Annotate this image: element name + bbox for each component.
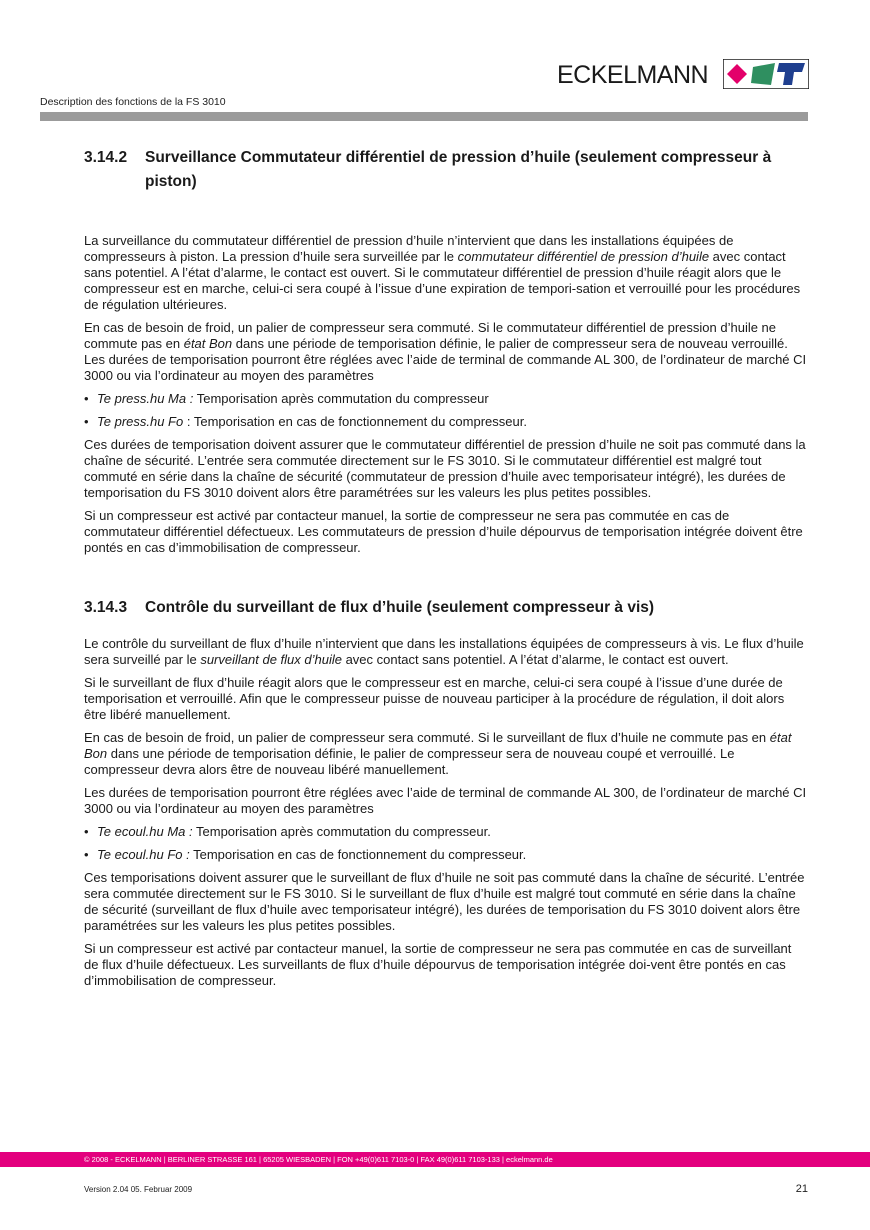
eckelmann-logo xyxy=(557,59,809,89)
paragraph xyxy=(84,320,808,384)
list-item-text: Temporisation après commutation du compresseur. xyxy=(192,824,491,839)
version-info: Version 2.04 05. Februar 2009 xyxy=(84,1185,193,1194)
section-heading-3-14-3 xyxy=(84,596,808,620)
text-run: dans une période de temporisation définie, le palier de compresseur sera de nouveau verrouillé. Les durées de temporisation pourront être réglées avec l’aide de terminal de commande AL 300, de l’ordinateur de marché CI 3000 ou via l’ordinateur au moyen des paramètres xyxy=(84,336,807,383)
parameter-name: Te ecoul.hu Fo : xyxy=(97,847,190,862)
bullet-dot: • xyxy=(84,824,89,839)
paragraph: Ces temporisations doivent assurer que le surveillant de flux d’huile ne soit pas commuté dans la chaîne de sécurité. L’entrée sera commutée directement sur le FS 3010. Si le surveillant de flux d’huile est malgré tout commuté en série dans la chaîne de sécurité (surveillant de flux d’huile avec temporisateur intégré), les durées de temporisation du FS 3010 doivent alors être paramétrées sur les valeurs les plus petites possibles. xyxy=(84,870,805,933)
section-number: 3.14.3 xyxy=(84,599,128,616)
list-item-text: : Temporisation en cas de fonctionnement du compresseur. xyxy=(183,414,527,429)
logo-green-square xyxy=(751,63,775,85)
paragraph: Si un compresseur est activé par contacteur manuel, la sortie de compresseur ne sera pas commutée en cas de surveillant de flux d’huile défectueux. Les surveillants de flux d’huile dépourvus de temporisation intégrée doi-vent être pontés en cas d’immobilisation de compresseur. xyxy=(84,941,792,988)
logo-red-diamond xyxy=(727,64,747,84)
paragraph xyxy=(84,730,808,778)
section-title: Contrôle du surveillant de flux d’huile (seulement compresseur à vis) xyxy=(145,599,655,616)
header-rule xyxy=(40,112,808,121)
footer-address: © 2008 - ECKELMANN | BERLINER STRASSE 161 | 65205 WIESBADEN | FON +49(0)611 7103-0 | FAX 49(0)611 7103-133 | eckelmann.de xyxy=(84,1155,553,1164)
page-number: 21 xyxy=(795,1183,808,1195)
paragraph: Les durées de temporisation pourront être réglées avec l’aide de terminal de commande AL 300, de l’ordinateur de marché CI 3000 ou via l’ordinateur au moyen des paramètres xyxy=(84,785,807,816)
italic-term: état Bon xyxy=(183,336,233,351)
paragraph: Si le surveillant de flux d’huile réagit alors que le compresseur est en marche, celui-ci sera coupé à l’issue d’une durée de temporisation et verrouillé. Afin que le compresseur puisse de nouveau participer à la procédure de régulation, il doit alors être libéré manuellement. xyxy=(84,675,785,722)
parameter-name: Te ecoul.hu Ma : xyxy=(97,824,193,839)
list-item xyxy=(84,391,808,407)
section-heading-3-14-2 xyxy=(84,146,808,194)
text-run: En cas de besoin de froid, un palier de compresseur sera commuté. Si le surveillant de flux d’huile ne commute pas en xyxy=(84,730,770,745)
text-run: avec contact sans potentiel. A l’état d’alarme, le contact est ouvert. Si le commutateur différentiel de pression d’huile réagit alors que le compresseur est en marche, celui-ci sera coupé à l’issue d’une expiration de tempori-sation et verrouillé pour les procédures de régulation ultérieures. xyxy=(84,249,801,312)
text-run: En cas de besoin de froid, un palier de compresseur sera commuté. Si le commutateur différentiel de pression d’huile ne commute pas en xyxy=(84,320,777,351)
list-item xyxy=(84,847,808,863)
list-item-text: Temporisation en cas de fonctionnement du compresseur. xyxy=(189,847,527,862)
list-item xyxy=(84,414,808,430)
text-run: dans une période de temporisation définie, le palier de compresseur sera de nouveau coupé et verrouillé. Le compresseur devra alors être de nouveau libéré manuellement. xyxy=(84,746,735,777)
paragraph xyxy=(84,636,808,668)
text-run: La surveillance du commutateur différentiel de pression d’huile n’intervient que dans les installations équipées de compresseurs à piston. La pression d’huile sera surveillée par le xyxy=(84,233,734,264)
logo-squares-icon xyxy=(723,59,809,89)
section-title: Surveillance Commutateur différentiel de pression d’huile (seulement compresseur à piston) xyxy=(145,149,772,190)
document-header: Description des fonctions de la FS 3010 xyxy=(40,96,226,108)
parameter-name: Te press.hu Ma : xyxy=(97,391,194,406)
italic-term: commutateur différentiel de pression d’huile xyxy=(457,249,710,264)
logo-wordmark: ECKELMANN xyxy=(557,61,709,89)
paragraph: Si un compresseur est activé par contacteur manuel, la sortie de compresseur ne sera pas commutée en cas de commutateur différentiel défectueux. Les commutateurs de pression d’huile dépourvus de temporisation intégrée doivent être pontés en cas d’immobilisation de compresseur. xyxy=(84,508,803,555)
bullet-dot: • xyxy=(84,847,89,862)
section-number: 3.14.2 xyxy=(84,149,128,166)
text-run: avec contact sans potentiel. A l’état d’alarme, le contact est ouvert. xyxy=(341,652,729,667)
page-content xyxy=(84,146,808,996)
italic-term: état Bon xyxy=(84,730,792,761)
paragraph xyxy=(84,233,808,313)
bullet-dot: • xyxy=(84,391,89,406)
bullet-dot: • xyxy=(84,414,89,429)
italic-term: surveillant de flux d’huile xyxy=(200,652,342,667)
text-run: Le contrôle du surveillant de flux d’huile n’intervient que dans les installations équipées de compresseurs à vis. Le flux d’huile sera surveillé par le xyxy=(84,636,804,667)
paragraph: Ces durées de temporisation doivent assurer que le commutateur différentiel de pression d’huile ne soit pas commuté dans la chaîne de sécurité. L’entrée sera commutée directement sur le FS 3010. Si le commutateur différentiel est malgré tout commuté en série dans la chaîne de sécurité (commutateur de pression d’huile avec temporisateur intégré), les durées de temporisation du FS 3010 doivent alors être paramétrées sur les valeurs les plus petites possibles. xyxy=(84,437,806,500)
footer-band xyxy=(0,1152,870,1167)
list-item-text: Temporisation après commutation du compresseur xyxy=(193,391,489,406)
list-item xyxy=(84,824,808,840)
parameter-name: Te press.hu Fo xyxy=(97,414,184,429)
logo-blue-shape xyxy=(777,63,805,85)
